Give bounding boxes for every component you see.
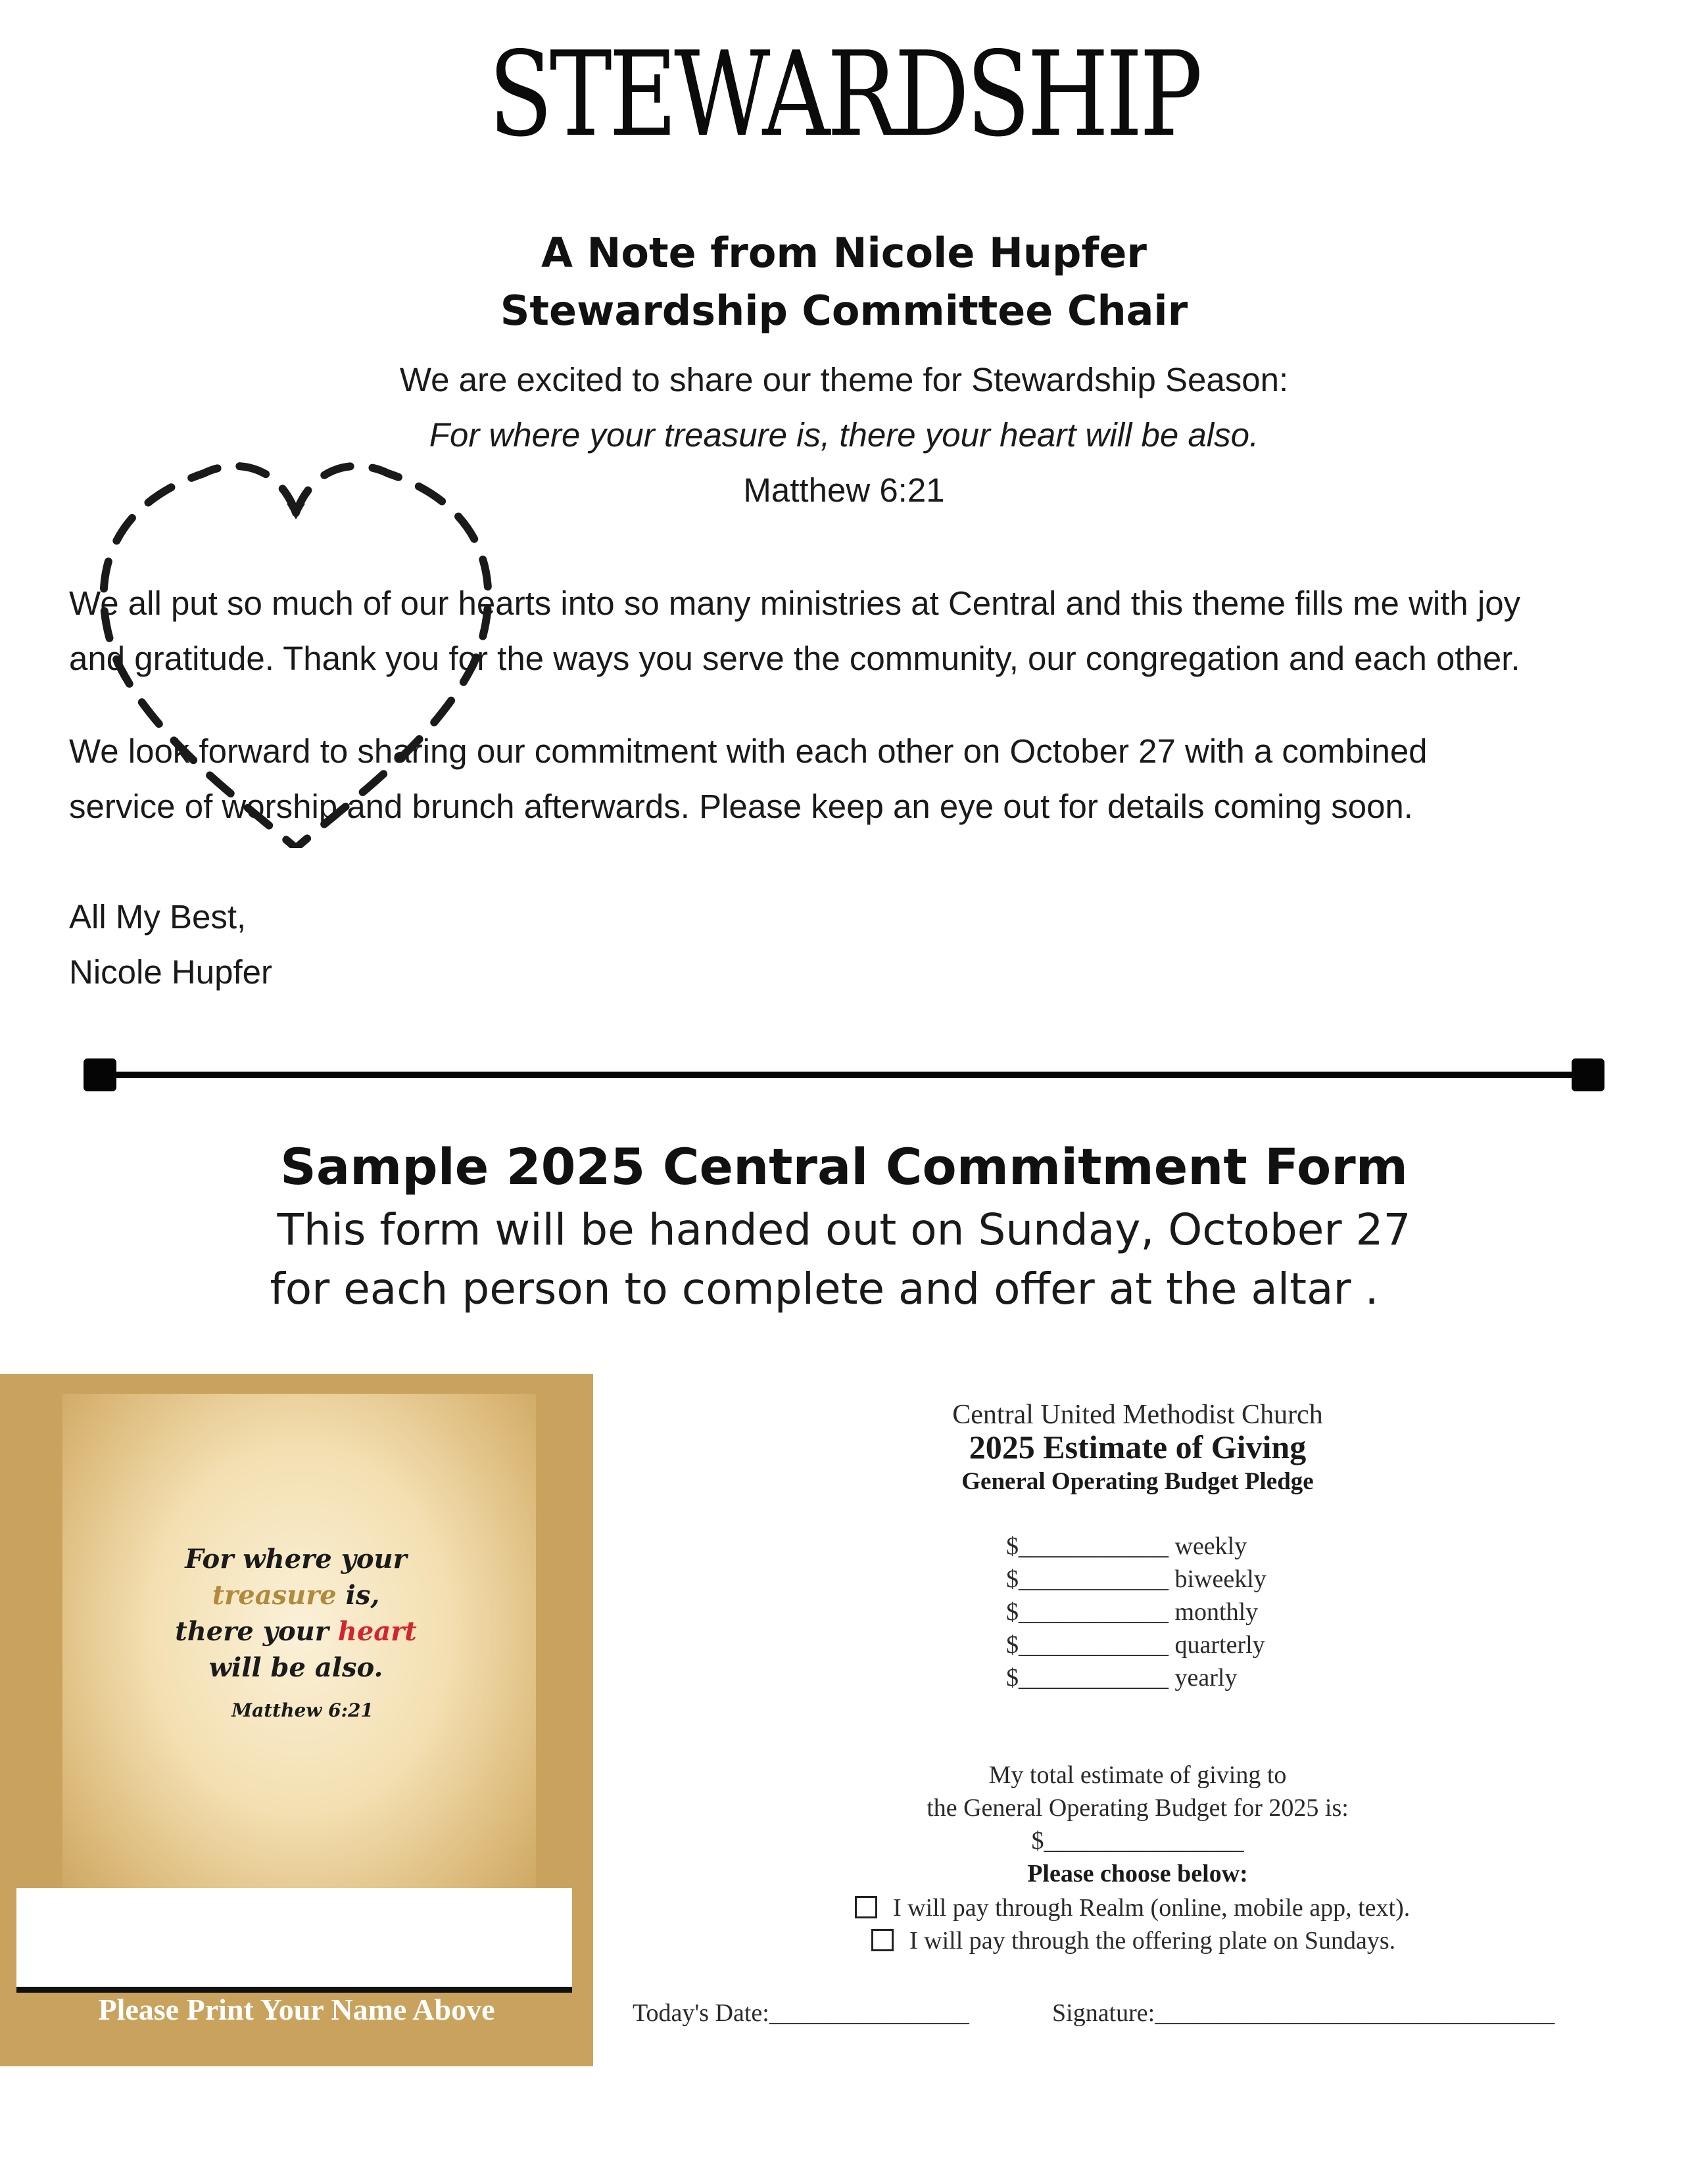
option-offering-plate-label: I will pay through the offering plate on Sundays. bbox=[909, 1927, 1396, 1955]
pledge-subtitle: General Operating Budget Pledge bbox=[961, 1468, 1314, 1495]
note-heading-line1: A Note from Nicole Hupfer bbox=[541, 229, 1147, 277]
card-verse-there-your: there your bbox=[175, 1616, 329, 1647]
card-verse-line1: For where your bbox=[185, 1544, 407, 1575]
total-amount-blank[interactable]: $________________ bbox=[1031, 1827, 1244, 1855]
amount-row-biweekly bbox=[1006, 1565, 1266, 1594]
form-heading: Sample 2025 Central Commitment Form bbox=[280, 1137, 1408, 1196]
amount-blank[interactable]: $____________ bbox=[1006, 1664, 1169, 1692]
amount-row-monthly bbox=[1006, 1598, 1258, 1626]
name-field[interactable] bbox=[16, 1888, 572, 1993]
amount-label: monthly bbox=[1174, 1598, 1259, 1626]
amount-blank[interactable]: $____________ bbox=[1006, 1532, 1169, 1560]
option-realm-label: I will pay through Realm (online, mobile app, text). bbox=[893, 1894, 1411, 1922]
amount-row-quarterly bbox=[1006, 1630, 1265, 1659]
signature-field[interactable]: Signature:________________________________ bbox=[1052, 1999, 1555, 2027]
option-offering-plate[interactable] bbox=[871, 1926, 1395, 1955]
amount-blank[interactable]: $____________ bbox=[1006, 1565, 1169, 1593]
name-caption: Please Print Your Name Above bbox=[98, 1993, 495, 2026]
form-subheading-line2: for each person to complete and offer at the altar . bbox=[270, 1264, 1379, 1314]
note-intro: We are excited to share our theme for Stewardship Season: bbox=[399, 361, 1289, 398]
amount-row-weekly bbox=[1006, 1532, 1247, 1561]
amount-label: yearly bbox=[1174, 1664, 1238, 1692]
note-heading-line2: Stewardship Committee Chair bbox=[500, 287, 1188, 335]
card-verse-is: is, bbox=[345, 1580, 380, 1611]
paragraph-1-line1: We all put so much of our hearts into so many ministries at Central and this theme fills me with joy bbox=[69, 584, 1521, 622]
card-verse-line4: will be also. bbox=[208, 1652, 383, 1683]
amount-blank[interactable]: $____________ bbox=[1006, 1631, 1169, 1659]
amount-label: weekly bbox=[1174, 1532, 1247, 1560]
pledge-church-name: Central United Methodist Church bbox=[952, 1400, 1323, 1430]
theme-quote: For where your treasure is, there your heart will be also. bbox=[429, 416, 1259, 454]
checkbox-realm[interactable] bbox=[855, 1896, 877, 1918]
amount-label: biweekly bbox=[1174, 1565, 1266, 1593]
paragraph-1-line2: and gratitude. Thank you for the ways you serve the community, our congregation and each other. bbox=[69, 640, 1520, 677]
paragraph-2-line1: We look forward to sharing our commitment with each other on October 27 with a combined bbox=[69, 732, 1428, 770]
choose-heading: Please choose below: bbox=[1027, 1860, 1248, 1887]
card-verse-line3 bbox=[85, 1616, 506, 1647]
card-verse-line2 bbox=[85, 1580, 506, 1611]
amount-label: quarterly bbox=[1174, 1631, 1265, 1659]
divider-cap-left bbox=[84, 1058, 116, 1091]
card-verse-citation: Matthew 6:21 bbox=[231, 1699, 374, 1721]
total-line1: My total estimate of giving to bbox=[988, 1761, 1287, 1789]
checkbox-offering-plate[interactable] bbox=[871, 1929, 894, 1951]
paragraph-2-line2: service of worship and brunch afterwards. Please keep an eye out for details coming soon. bbox=[69, 788, 1413, 825]
divider-cap-right bbox=[1572, 1058, 1604, 1091]
closing-salutation: All My Best, bbox=[69, 898, 247, 936]
total-line2: the General Operating Budget for 2025 is: bbox=[927, 1794, 1349, 1822]
amount-blank[interactable]: $____________ bbox=[1006, 1598, 1169, 1626]
closing bbox=[69, 890, 1647, 1000]
theme-citation: Matthew 6:21 bbox=[743, 471, 945, 509]
card-verse-treasure: treasure bbox=[212, 1580, 337, 1611]
amount-row-yearly bbox=[1006, 1663, 1237, 1692]
card-verse-heart: heart bbox=[337, 1616, 417, 1647]
pledge-title: 2025 Estimate of Giving bbox=[969, 1429, 1307, 1465]
heart-outline-icon bbox=[79, 388, 513, 848]
option-realm[interactable] bbox=[855, 1893, 1410, 1922]
todays-date-field[interactable]: Today's Date:________________ bbox=[633, 1999, 969, 2027]
closing-name: Nicole Hupfer bbox=[69, 953, 272, 991]
page-title: STEWARDSHIP bbox=[489, 26, 1199, 162]
form-subheading-line1: This form will be handed out on Sunday, October 27 bbox=[277, 1204, 1411, 1255]
section-divider bbox=[99, 1072, 1591, 1078]
